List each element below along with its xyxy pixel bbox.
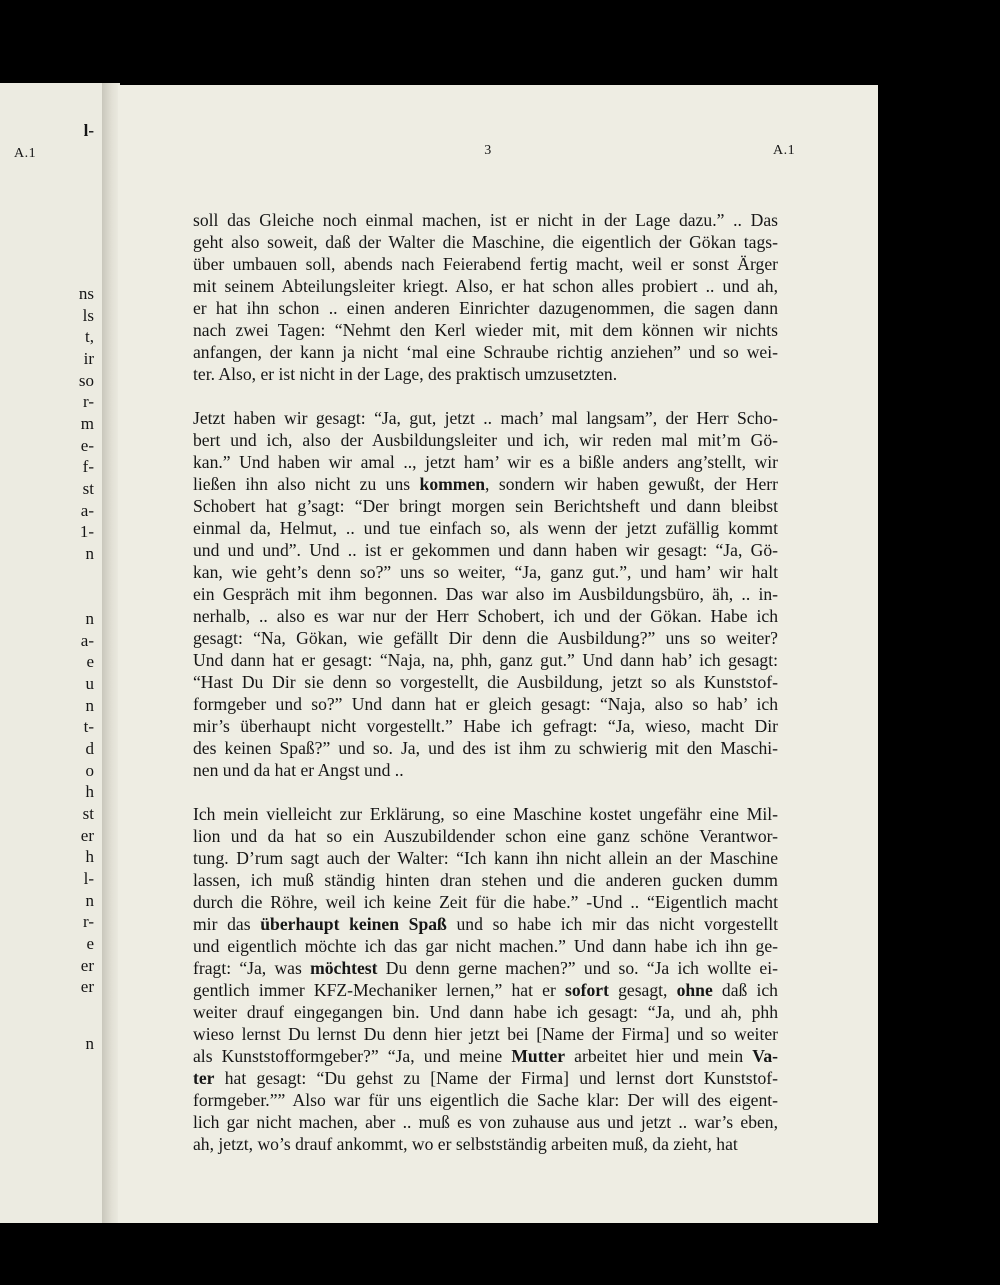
- text-line: soll das Gleiche noch einmal machen, ist er nicht in der Lage dazu.” .. Das: [193, 210, 778, 230]
- book-page: [118, 85, 878, 1223]
- previous-page-line-fragment: n: [85, 696, 94, 715]
- previous-page-line-fragment: st: [82, 479, 94, 498]
- text-line: ter. Also, er ist nicht in der Lage, des praktisch umzusetzten.: [193, 364, 618, 384]
- text-line: er hat ihn schon .. einen anderen Einrichter dazugenommen, die sagen dann: [193, 298, 778, 318]
- previous-page-header: A.1: [14, 146, 37, 161]
- text-line: “Hast Du Dir sie denn so vorgestellt, die Ausbildung, jetzt so als Kunststof-: [193, 672, 778, 692]
- text-line: anfangen, der kann ja nicht ‘mal eine Schraube richtig anziehen” und so wei-: [193, 342, 778, 362]
- previous-page-line-fragment: er: [80, 956, 94, 975]
- text-line: einmal da, Helmut, .. und tue einfach so, als wenn der jetzt zufällig kommt: [193, 518, 778, 538]
- text-line: mir’s überhaupt nicht vorgestellt.” Habe ich gefragt: “Ja, wieso, macht Dir: [193, 716, 778, 736]
- text-line: lion und da hat so ein Auszubildender schon eine ganz schöne Verantwor-: [193, 826, 778, 846]
- previous-page-line-fragment: n: [85, 1034, 94, 1053]
- previous-page-line-fragment: n: [85, 891, 94, 910]
- text-line: Ich mein vielleicht zur Erklärung, so eine Maschine kostet ungefähr eine Mil-: [193, 804, 778, 824]
- previous-page-line-fragment: e-: [80, 436, 94, 455]
- text-line: kan.” Und haben wir amal .., jetzt ham’ wir es a bißle anders ang’stellt, wir: [193, 452, 778, 472]
- text-line: Und dann hat er gesagt: “Naja, na, phh, ganz gut.” Und dann hab’ ich gesagt:: [193, 650, 778, 670]
- previous-page-line-fragment: t,: [85, 327, 94, 346]
- previous-page: [0, 83, 104, 1223]
- paragraph: [193, 803, 778, 1155]
- text-line: gesagt: “Na, Gökan, wie gefällt Dir denn die Ausbildung?” uns so weiter?: [193, 628, 778, 648]
- previous-page-line-fragment: e: [86, 652, 94, 671]
- text-line: als Kunststofformgeber?” “Ja, und meine Mutter arbeitet hier und mein Va-: [193, 1046, 778, 1066]
- text-line: nen und da hat er Angst und ..: [193, 760, 404, 780]
- previous-page-line-fragment: l-: [83, 121, 94, 140]
- text-line: wieso lernst Du lernst Du denn hier jetzt bei [Name der Firma] und so weiter: [193, 1024, 778, 1044]
- text-line: formgeber und so?” Und dann hat er gleich gesagt: “Naja, also so hab’ ich: [193, 694, 778, 714]
- previous-page-line-fragment: r-: [83, 392, 94, 411]
- text-line: über umbauen soll, abends nach Feierabend fertig macht, weil er sonst Ärger: [193, 254, 778, 274]
- text-line: durch die Röhre, weil ich keine Zeit für die habe.” -Und .. “Eigentlich macht: [193, 892, 778, 912]
- text-line: mit seinem Abteilungsleiter kriegt. Also, er hat schon alles probiert .. und ah,: [193, 276, 778, 296]
- previous-page-line-fragment: ls: [82, 306, 94, 325]
- text-line: mir das überhaupt keinen Spaß und so habe ich mir das nicht vorgestellt: [193, 914, 778, 934]
- previous-page-line-fragment: h: [85, 782, 94, 801]
- text-line: bert und ich, also der Ausbildungsleiter und ich, wir reden mal mit’m Gö-: [193, 430, 778, 450]
- previous-page-line-fragment: e: [86, 934, 94, 953]
- previous-page-line-fragment: r-: [83, 912, 94, 931]
- previous-page-line-fragment: o: [85, 761, 94, 780]
- text-line: tung. D’rum sagt auch der Walter: “Ich kann ihn nicht allein an der Maschine: [193, 848, 778, 868]
- text-line: geht also soweit, daß der Walter die Maschine, die eigentlich der Gökan tags-: [193, 232, 778, 252]
- previous-page-line-fragment: l-: [83, 869, 94, 888]
- paragraph: [193, 209, 778, 385]
- previous-page-line-fragment: a-: [80, 501, 94, 520]
- previous-page-line-fragment: er: [80, 977, 94, 996]
- previous-page-line-fragment: u: [85, 674, 94, 693]
- previous-page-line-fragment: st: [82, 804, 94, 823]
- text-line: formgeber.”” Also war für uns eigentlich die Sache klar: Der will des eigent-: [193, 1090, 778, 1110]
- previous-page-line-fragment: er: [80, 826, 94, 845]
- page-number: 3: [484, 143, 492, 158]
- paragraph: [193, 407, 778, 781]
- text-line: kan, wie geht’s denn so?” uns so weiter, “Ja, ganz gut.”, und ham’ wir halt: [193, 562, 778, 582]
- previous-page-line-fragment: n: [85, 544, 94, 563]
- previous-page-line-fragment: n: [85, 609, 94, 628]
- page-body-text: [193, 209, 778, 1155]
- text-line: lassen, ich muß ständig hinten dran stehen und die anderen gucken dumm: [193, 870, 778, 890]
- text-line: ließen ihn also nicht zu uns kommen, sondern wir haben gewußt, der Herr: [193, 474, 778, 494]
- text-line: fragt: “Ja, was möchtest Du denn gerne machen?” und so. “Ja ich wollte ei-: [193, 958, 778, 978]
- text-line: Jetzt haben wir gesagt: “Ja, gut, jetzt .. mach’ mal langsam”, der Herr Scho-: [193, 408, 778, 428]
- previous-page-line-fragment: ir: [83, 349, 94, 368]
- text-line: ein Gespräch mit ihm begonnen. Das war also im Ausbildungsbüro, äh, .. in-: [193, 584, 778, 604]
- previous-page-line-fragment: h: [85, 847, 94, 866]
- text-line: nerhalb, .. also es war nur der Herr Schobert, ich und der Gökan. Habe ich: [193, 606, 778, 626]
- previous-page-line-fragment: ns: [78, 284, 94, 303]
- text-line: und und und”. Und .. ist er gekommen und dann haben wir gesagt: “Ja, Gö-: [193, 540, 778, 560]
- previous-page-line-fragment: f-: [82, 457, 94, 476]
- previous-page-line-fragment: 1-: [79, 522, 94, 541]
- text-line: und eigentlich möchte ich das gar nicht machen.” Und dann habe ich ihn ge-: [193, 936, 778, 956]
- previous-page-line-fragment: so: [78, 371, 94, 390]
- text-line: ah, jetzt, wo’s drauf ankommt, wo er selbstständig arbeiten muß, da zieht, hat: [193, 1134, 738, 1154]
- text-line: lich gar nicht machen, aber .. muß es von zuhause aus und jetzt .. war’s eben,: [193, 1112, 778, 1132]
- text-line: des keinen Spaß?” und so. Ja, und des ist ihm zu schwierig mit den Maschi-: [193, 738, 778, 758]
- section-label: A.1: [773, 143, 796, 158]
- text-line: Schobert hat g’sagt: “Der bringt morgen sein Berichtsheft und dann bleibst: [193, 496, 778, 516]
- previous-page-line-fragment: t-: [83, 717, 94, 736]
- text-line: weiter drauf eingegangen bin. Und dann habe ich gesagt: “Ja, und ah, phh: [193, 1002, 778, 1022]
- previous-page-line-fragment: d: [85, 739, 94, 758]
- text-line: nach zwei Tagen: “Nehmt den Kerl wieder mit, mit dem können wir nichts: [193, 320, 778, 340]
- previous-page-line-fragment: a-: [80, 631, 94, 650]
- text-line: gentlich immer KFZ-Mechaniker lernen,” hat er sofort gesagt, ohne daß ich: [193, 980, 778, 1000]
- text-line: ter hat gesagt: “Du gehst zu [Name der Firma] und lernst dort Kunststof-: [193, 1068, 778, 1088]
- previous-page-line-fragment: m: [80, 414, 94, 433]
